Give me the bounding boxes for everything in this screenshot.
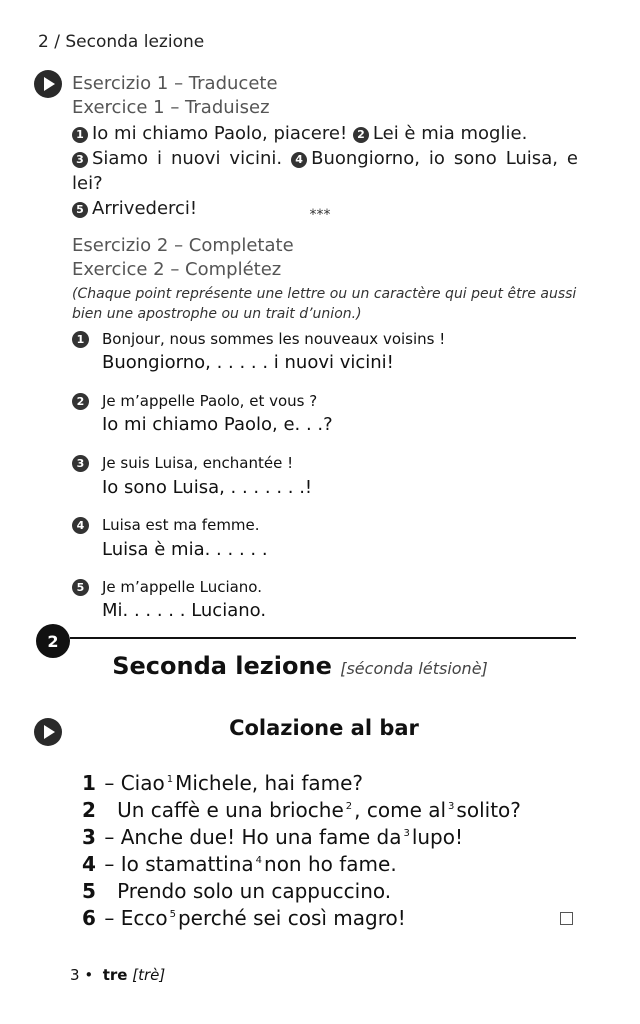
line-text: Michele, hai fame?	[175, 771, 364, 795]
page-footer	[70, 966, 165, 984]
line-dash: –	[104, 771, 115, 795]
ex2-item-fr: Bonjour, nous sommes les nouveaux voisins !	[102, 330, 446, 348]
lesson-number-badge: 2	[36, 624, 70, 658]
page-number-pronunciation: [trè]	[132, 966, 166, 984]
line-text: Anche due! Ho una fame da	[120, 825, 402, 849]
ex2-item-fr: Je m’appelle Luciano.	[102, 578, 262, 596]
ex1-body	[72, 121, 578, 221]
running-header: 2 / Seconda lezione	[38, 32, 205, 52]
ex2-item-fr: Je m’appelle Paolo, et vous ?	[102, 392, 318, 410]
line-text: Un caffè e una brioche	[117, 798, 344, 822]
ex1-sentence: Arrivederci!	[92, 198, 198, 219]
ex1-sentence: Siamo i nuovi vicini.	[92, 148, 283, 169]
number-badge: 4	[291, 152, 307, 168]
footnote-ref: 1	[166, 774, 174, 785]
line-text: Io stamattina	[120, 852, 254, 876]
line-text: non ho fame.	[264, 852, 397, 876]
line-text: , come al	[354, 798, 447, 822]
number-badge: 1	[72, 127, 88, 143]
page-number: 3	[70, 966, 80, 984]
line-dash: –	[104, 825, 115, 849]
checkbox[interactable]	[560, 912, 573, 925]
footnote-ref: 4	[255, 855, 263, 866]
line-text: solito?	[456, 798, 521, 822]
play-audio-icon[interactable]	[34, 70, 62, 98]
ex2-item-fr: Je suis Luisa, enchantée !	[102, 454, 294, 472]
dialog-line	[82, 906, 406, 930]
item-number-badge: 3	[72, 455, 89, 472]
ex2-item-fr: Luisa est ma femme.	[102, 516, 260, 534]
ex2-title-fr: Exercice 2 – Complétez	[72, 259, 282, 280]
line-text: Prendo solo un cappuccino.	[117, 879, 392, 903]
line-text: perché sei così magro!	[177, 906, 406, 930]
ex2-item-it: Io mi chiamo Paolo, e. . .?	[102, 414, 333, 435]
lesson-title-pronunciation: [séconda létsionè]	[340, 659, 488, 678]
item-number-badge: 4	[72, 517, 89, 534]
section-separator: ***	[309, 207, 331, 223]
ex2-title-it: Esercizio 2 – Completate	[72, 235, 294, 256]
ex2-item-it: Io sono Luisa, . . . . . . .!	[102, 477, 313, 498]
dialog-line	[82, 771, 363, 795]
footer-bullet: •	[84, 966, 94, 984]
ex1-sentence: Lei è mia moglie.	[372, 123, 528, 144]
line-number: 4	[82, 852, 96, 876]
ex1-sentence: Io mi chiamo Paolo, piacere!	[92, 123, 348, 144]
footnote-ref: 5	[169, 909, 176, 920]
line-number: 1	[82, 771, 96, 795]
footnote-ref: 2	[345, 801, 353, 812]
dialog-line	[82, 852, 397, 876]
line-number: 6	[82, 906, 96, 930]
ex2-note: (Chaque point représente une lettre ou un caractère qui peut être aussi bien une apostrophe ou un trait d’union.)	[72, 286, 577, 322]
ex2-item-it: Buongiorno, . . . . . i nuovi vicini!	[102, 352, 394, 373]
line-text: Ecco	[120, 906, 168, 930]
number-badge: 2	[353, 127, 369, 143]
ex1-sentence: Buongiorno, io sono Luisa, e lei?	[72, 148, 578, 194]
line-number: 2	[82, 798, 96, 822]
number-badge: 3	[72, 152, 88, 168]
lesson-title-text: Seconda lezione	[112, 652, 332, 680]
line-number: 5	[82, 879, 96, 903]
line-dash: –	[104, 852, 115, 876]
ex1-title-fr: Exercice 1 – Traduisez	[72, 97, 270, 118]
line-text: Ciao	[120, 771, 165, 795]
item-number-badge: 1	[72, 331, 89, 348]
ex2-item-it: Luisa è mia. . . . . .	[102, 539, 268, 560]
dialog-line	[82, 879, 391, 903]
footnote-ref: 3	[403, 828, 410, 839]
item-number-badge: 5	[72, 579, 89, 596]
dialog-line	[82, 798, 521, 822]
line-text: lupo!	[411, 825, 464, 849]
ex2-item-it: Mi. . . . . . Luciano.	[102, 600, 267, 621]
lesson-title	[0, 652, 600, 680]
line-number: 3	[82, 825, 96, 849]
dialog-title: Colazione al bar	[229, 716, 419, 740]
line-dash: –	[104, 906, 115, 930]
item-number-badge: 2	[72, 393, 89, 410]
footnote-ref: 3	[448, 801, 455, 812]
dialog-line	[82, 825, 463, 849]
page-number-word: tre	[102, 966, 128, 984]
number-badge: 5	[72, 202, 88, 218]
lesson-divider	[70, 637, 576, 639]
ex1-title-it: Esercizio 1 – Traducete	[72, 73, 278, 94]
